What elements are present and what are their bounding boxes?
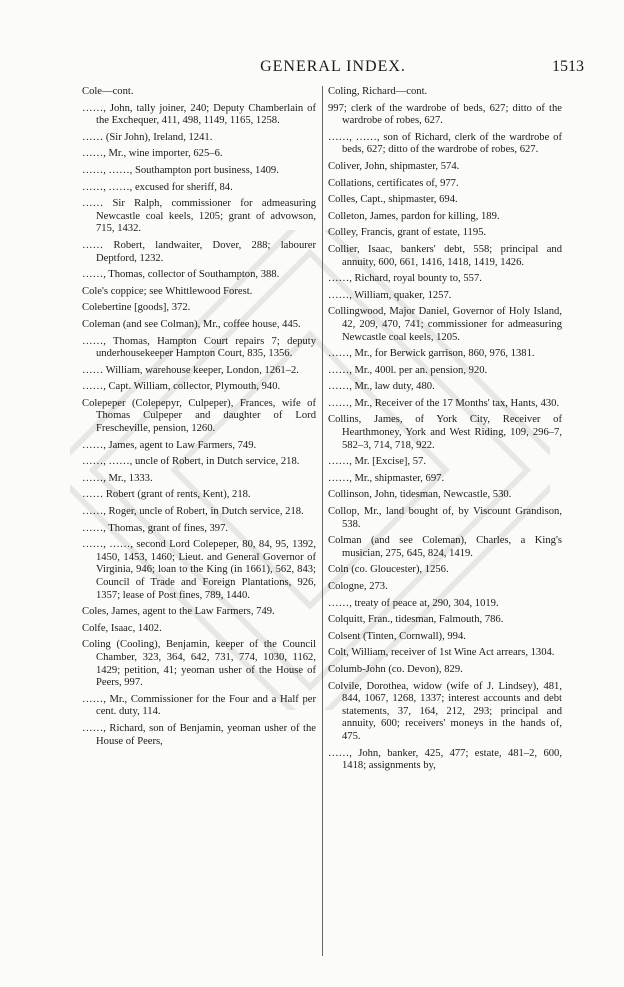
index-entry: …… Robert, landwaiter, Dover, 288; labourer Deptford, 1232.: [82, 239, 316, 264]
index-entry: Colebertine [goods], 372.: [82, 302, 191, 314]
index-entry: Coleman (and see Colman), Mr., coffee house, 445.: [82, 318, 301, 330]
index-entry: Cole's coppice; see Whittlewood Forest.: [82, 285, 253, 297]
index-entry: Coln (co. Gloucester), 1256.: [328, 564, 449, 576]
index-entry: ……, Thomas, collector of Southampton, 388.: [82, 269, 280, 281]
index-entry: ……, Thomas, Hampton Court repairs 7; deputy underhousekeeper Hampton Court, 835, 1356.: [82, 335, 316, 360]
index-entry: ……, ……, second Lord Colepeper, 80, 84, 95, 1392, 1450, 1453, 1460; Lieut. and General Governor of Virginia, 946; loan to the King (in 1661), 562, 843; Council of Trade and Foreign Plantations, 926, 1357; lease of Post fines, 789, 1440.: [82, 539, 316, 601]
index-entry: 997; clerk of the wardrobe of beds, 627; ditto of the wardrobe of robes, 627.: [328, 102, 562, 127]
index-entry: Coles, James, agent to the Law Farmers, 749.: [82, 606, 275, 618]
index-entry: Colvile, Dorothea, widow (wife of J. Lindsey), 481, 844, 1067, 1268, 1337; interest accounts and debt statements, 37, 164, 212, 293; principal and annuity, 600; receivers' moneys in the hands of, 475.: [328, 680, 562, 742]
index-entry: …… William, warehouse keeper, London, 1261–2.: [82, 364, 299, 376]
index-entry: Colleton, James, pardon for killing, 189.: [328, 210, 500, 222]
index-entry: Cologne, 273.: [328, 581, 388, 592]
index-entry: Colt, William, receiver of 1st Wine Act arrears, 1304.: [328, 647, 555, 659]
index-entry: ……, William, quaker, 1257.: [328, 289, 452, 301]
index-entry: Columb-John (co. Devon), 829.: [328, 663, 463, 675]
index-columns: [82, 86, 582, 956]
index-entry: ……, Mr., Commissioner for the Four and a Half per cent. duty, 114.: [82, 693, 316, 718]
index-entry: Coliver, John, shipmaster, 574.: [328, 160, 460, 172]
index-entry: Cole—cont.: [82, 86, 134, 97]
index-entry: Collins, James, of York City, Receiver of Hearthmoney, York and West Riding, 109, 296–7, 582–3, 714, 718, 922.: [328, 414, 562, 451]
index-entry: Colquitt, Fran., tidesman, Falmouth, 786.: [328, 614, 504, 626]
index-entry: Colfe, Isaac, 1402.: [82, 622, 162, 634]
index-entry: Colman (and see Coleman), Charles, a King's musician, 275, 645, 824, 1419.: [328, 535, 562, 559]
index-entry: …… Robert (grant of rents, Kent), 218.: [82, 489, 251, 501]
index-entry: Collations, certificates of, 977.: [328, 177, 459, 189]
column-divider: [322, 86, 323, 956]
index-entry: …… Sir Ralph, commissioner for admeasuring Newcastle coal keels, 1205; grant of advowson, 715, 1432.: [82, 198, 316, 235]
index-entry: ……, Mr. [Excise], 57.: [328, 456, 426, 468]
index-entry: …… (Sir John), Ireland, 1241.: [82, 131, 213, 143]
index-entry: Colley, Francis, grant of estate, 1195.: [328, 227, 487, 239]
index-entry: Collier, Isaac, bankers' debt, 558; principal and annuity, 600, 661, 1416, 1418, 1419, 1426.: [328, 243, 562, 268]
index-entry: ……, Capt. William, collector, Plymouth, 940.: [82, 381, 281, 393]
index-entry: Collingwood, Major Daniel, Governor of Holy Island, 42, 209, 470, 741; commissioner for admeasuring Newcastle coal keels, 1205.: [328, 306, 562, 343]
index-entry: ……, Thomas, grant of fines, 397.: [82, 522, 229, 534]
right-column: [328, 86, 562, 956]
index-entry: ……, Roger, uncle of Robert, in Dutch service, 218.: [82, 506, 304, 518]
index-entry: ……, ……, Southampton port business, 1409.: [82, 164, 279, 176]
page-number: 1513: [552, 58, 584, 75]
index-entry: ……, treaty of peace at, 290, 304, 1019.: [328, 597, 499, 609]
index-entry: Collop, Mr., land bought of, by Viscount Grandison, 538.: [328, 506, 562, 530]
index-entry: ……, Mr., Receiver of the 17 Months' tax, Hants, 430.: [328, 397, 560, 409]
index-entry: Colsent (Tinten, Cornwall), 994.: [328, 630, 466, 642]
index-entry: Colles, Capt., shipmaster, 694.: [328, 194, 458, 206]
index-entry: Collinson, John, tidesman, Newcastle, 530.: [328, 489, 512, 501]
page-header: [82, 54, 584, 78]
index-entry: Coling (Cooling), Benjamin, keeper of the Council Chamber, 323, 364, 642, 731, 774, 1030, 1162, 1429; petition, 41; yeoman usher of the House of Peers, 997.: [82, 639, 316, 689]
index-entry: ……, John, banker, 425, 477; estate, 481–2, 600, 1418; assignments by,: [328, 747, 562, 772]
index-entry: ……, ……, son of Richard, clerk of the wardrobe of beds, 627; ditto of the wardrobe of robes, 627.: [328, 131, 562, 156]
index-entry: ……, John, tally joiner, 240; Deputy Chamberlain of the Exchequer, 411, 498, 1149, 1165, 1258.: [82, 102, 316, 127]
index-entry: ……, Richard, son of Benjamin, yeoman usher of the House of Peers,: [82, 722, 316, 747]
index-entry: ……, Mr., wine importer, 625–6.: [82, 148, 223, 160]
index-entry: ……, Mr., 400l. per an. pension, 920.: [328, 364, 488, 376]
index-entry: ……, Mr., 1333.: [82, 472, 153, 484]
index-entry: ……, Richard, royal bounty to, 557.: [328, 273, 482, 285]
left-column: [82, 86, 316, 956]
index-entry: Colepeper (Colepepyr, Culpeper), Frances, wife of Thomas Culpeper and daughter of Lord Frescheville, pension, 1260.: [82, 397, 316, 435]
index-entry: ……, ……, excused for sheriff, 84.: [82, 181, 233, 193]
page-title: GENERAL INDEX.: [260, 58, 406, 75]
index-entry: ……, ……, uncle of Robert, in Dutch service, 218.: [82, 456, 300, 468]
index-entry: ……, Mr., shipmaster, 697.: [328, 472, 445, 484]
index-entry: Coling, Richard—cont.: [328, 86, 428, 97]
index-entry: ……, Mr., law duty, 480.: [328, 381, 435, 393]
index-entry: ……, Mr., for Berwick garrison, 860, 976, 1381.: [328, 348, 535, 360]
index-entry: ……, James, agent to Law Farmers, 749.: [82, 439, 257, 451]
